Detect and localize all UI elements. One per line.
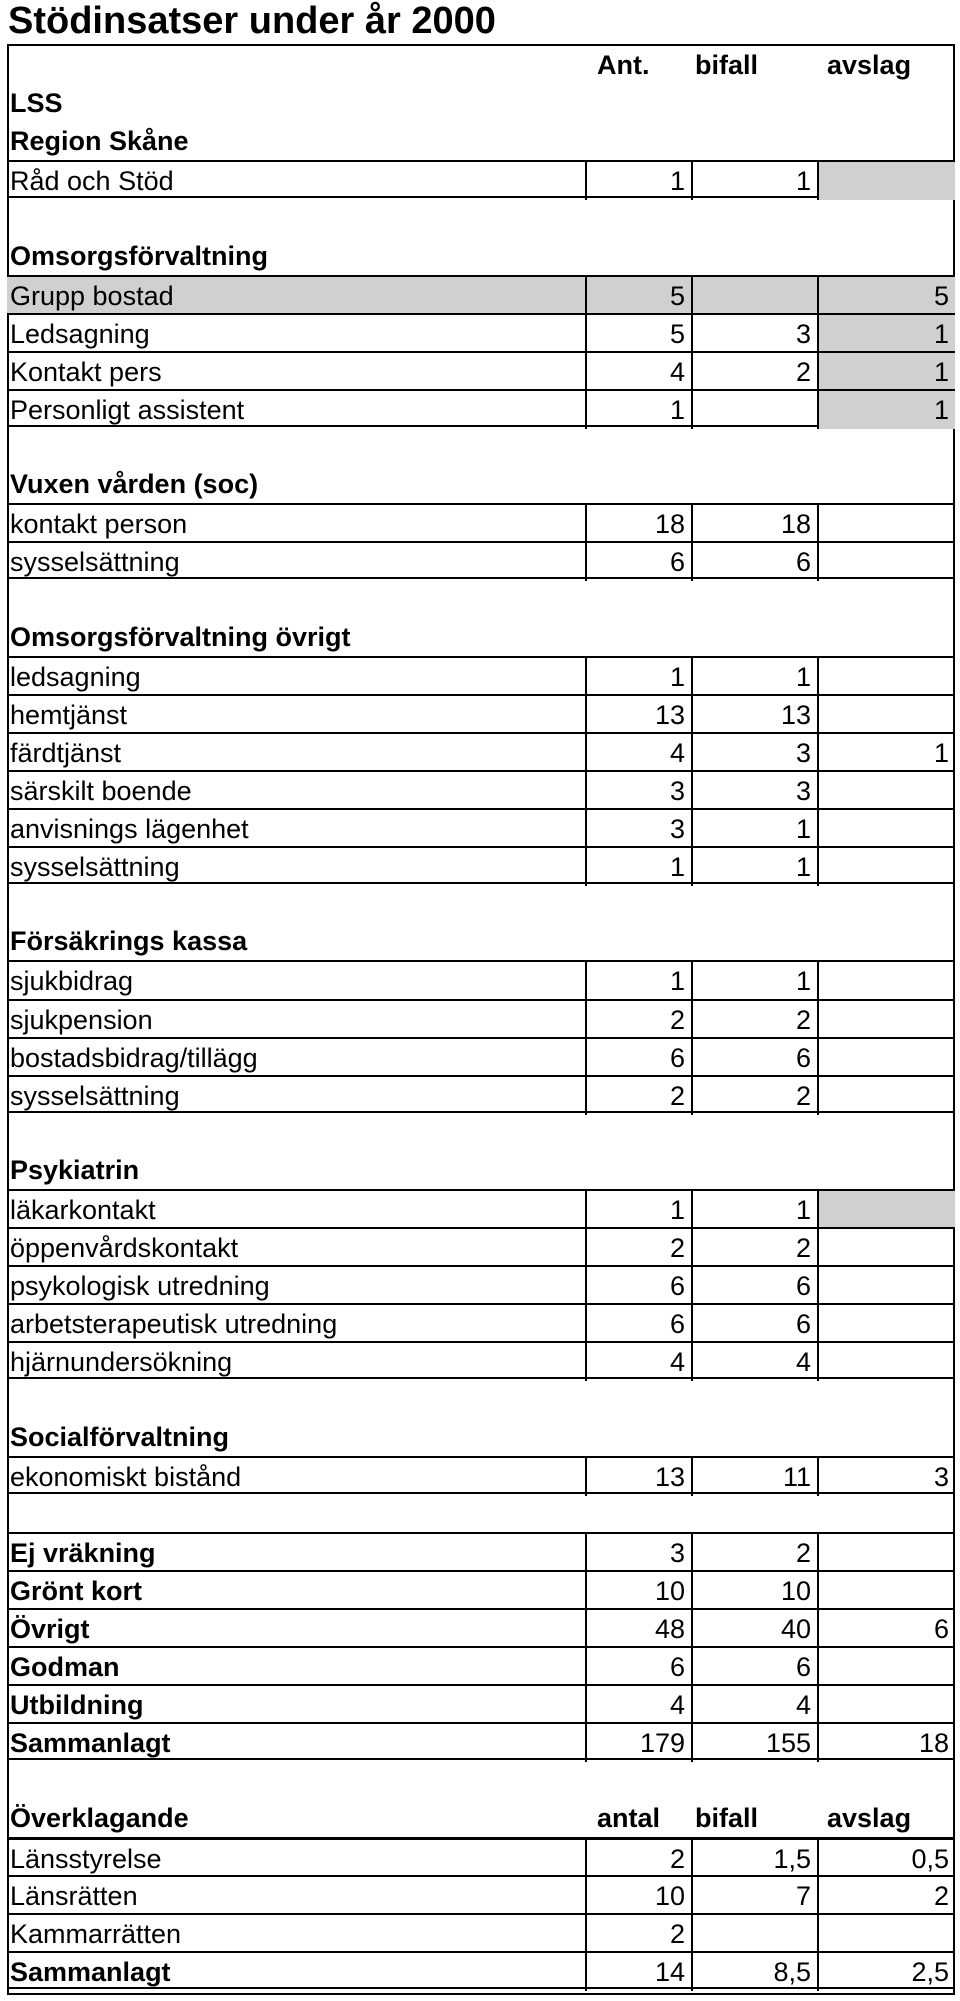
cell-ant: 13 [585, 1458, 691, 1496]
cell-ant: 4 [585, 1686, 691, 1724]
cell-avslag: 2 [817, 1877, 955, 1915]
table-row [7, 1227, 955, 1265]
cell-avslag [817, 1343, 955, 1381]
cell-ant: 4 [585, 353, 691, 391]
cell-avslag [817, 543, 955, 581]
section-heading [7, 1151, 955, 1189]
section-heading-label: LSS [10, 88, 63, 119]
cell-ant: 6 [585, 1305, 691, 1343]
row-label: anvisnings lägenhet [10, 814, 249, 844]
cell-bifall: 1,5 [691, 1840, 817, 1878]
row-label: läkarkontakt [10, 1195, 156, 1225]
cell-bifall: 3 [691, 772, 817, 810]
table-row [7, 999, 955, 1037]
row-label: Grönt kort [10, 1576, 142, 1606]
cell-bifall: 6 [691, 1267, 817, 1305]
table-row [7, 1913, 955, 1951]
cell-avslag: 3 [817, 1458, 955, 1496]
row-label: Råd och Stöd [10, 166, 174, 197]
table-row [7, 1303, 955, 1341]
cell-ant: 1 [585, 162, 691, 200]
row-label: Sammanlagt [10, 1957, 171, 1987]
table-row [7, 1837, 955, 1875]
row-label: särskilt boende [10, 775, 192, 806]
cell-bifall: 1 [691, 1191, 817, 1229]
table-row [7, 846, 955, 884]
table-row [7, 1722, 955, 1760]
cell-ant: 1 [585, 962, 691, 1000]
cell-ant: 5 [585, 315, 691, 353]
cell-bifall: 8,5 [691, 1953, 817, 1991]
table-row [7, 1570, 955, 1608]
section-heading-label: Region Skåne [10, 126, 189, 157]
cell-ant: 1 [585, 1191, 691, 1229]
cell-ant: 2 [585, 1840, 691, 1878]
table-row [7, 503, 955, 541]
table-row [7, 1532, 955, 1570]
section-heading-label: Psykiatrin [10, 1154, 140, 1185]
cell-bifall: 6 [691, 543, 817, 581]
table-row [7, 808, 955, 846]
row-label: kontakt person [10, 509, 188, 540]
cell-avslag [817, 696, 955, 734]
cell-avslag [817, 1534, 955, 1572]
table-row [7, 1684, 955, 1722]
row-label: hemtjänst [10, 699, 128, 730]
cell-avslag [817, 1648, 955, 1686]
cell-ant: 3 [585, 810, 691, 848]
cell-avslag: 1 [817, 315, 955, 353]
cell-avslag [817, 162, 955, 200]
cell-bifall: 1 [691, 162, 817, 200]
table-row [7, 960, 955, 998]
cell-avslag [817, 1572, 955, 1610]
section-heading-label: Omsorgsförvaltning övrigt [10, 621, 351, 652]
cell-bifall: 1 [691, 848, 817, 886]
section-heading-label: Socialförvaltning [10, 1421, 230, 1452]
cell-bifall: 1 [691, 658, 817, 696]
cell-avslag: 1 [817, 353, 955, 391]
cell-bifall: 40 [691, 1610, 817, 1648]
table-row [7, 541, 955, 579]
table-row [7, 1875, 955, 1913]
cell-bifall: 1 [691, 810, 817, 848]
section-heading-label: Vuxen vården (soc) [10, 469, 259, 500]
row-label: Kammarrätten [10, 1918, 182, 1949]
cell-avslag [817, 1915, 955, 1953]
cell-ant: 48 [585, 1610, 691, 1648]
cell-ant: 10 [585, 1877, 691, 1915]
table-row [7, 1608, 955, 1646]
row-label: Personligt assistent [10, 394, 245, 425]
cell-ant: 10 [585, 1572, 691, 1610]
row-label: Ledsagning [10, 318, 150, 349]
cell-avslag [817, 1039, 955, 1077]
cell-ant: 6 [585, 1648, 691, 1686]
cell-ant: 2 [585, 1915, 691, 1953]
column-header-ant: Ant. [597, 50, 650, 80]
cell-avslag [817, 1191, 955, 1229]
cell-ant: 5 [585, 277, 691, 315]
cell-bifall: 4 [691, 1686, 817, 1724]
cell-bifall: 2 [691, 1077, 817, 1115]
cell-ant: 1 [585, 391, 691, 429]
table-row [7, 1646, 955, 1684]
row-label: Sammanlagt [10, 1728, 171, 1759]
cell-avslag: 2,5 [817, 1953, 955, 1991]
cell-bifall: 10 [691, 1572, 817, 1610]
section-heading [7, 237, 955, 275]
cell-ant: 3 [585, 772, 691, 810]
cell-bifall: 6 [691, 1648, 817, 1686]
section-heading-label: Försäkrings kassa [10, 926, 248, 957]
cell-avslag: 0,5 [817, 1840, 955, 1878]
cell-bifall: 2 [691, 1001, 817, 1039]
column-header-row [7, 1799, 955, 1837]
cell-bifall: 3 [691, 315, 817, 353]
cell-ant: 4 [585, 1343, 691, 1381]
cell-bifall: 18 [691, 505, 817, 543]
table-row [7, 1189, 955, 1227]
cell-ant: 13 [585, 696, 691, 734]
table-row [7, 1037, 955, 1075]
cell-avslag: 18 [817, 1724, 955, 1762]
row-label: bostadsbidrag/tillägg [10, 1042, 258, 1073]
cell-bifall: 2 [691, 1534, 817, 1572]
row-label: Kontakt pers [10, 356, 162, 387]
section-heading [7, 465, 955, 503]
table-row [7, 732, 955, 770]
cell-avslag [817, 1305, 955, 1343]
cell-bifall: 6 [691, 1305, 817, 1343]
row-label: Ej vräkning [10, 1537, 156, 1568]
cell-ant: 4 [585, 734, 691, 772]
cell-avslag [817, 1001, 955, 1039]
cell-ant: 18 [585, 505, 691, 543]
cell-bifall [691, 391, 817, 429]
table-row [7, 1075, 955, 1113]
row-label: arbetsterapeutisk utredning [10, 1309, 338, 1340]
column-header-bifall: bifall [695, 1802, 759, 1833]
table-row [7, 1341, 955, 1379]
section-heading [7, 1418, 955, 1456]
cell-bifall [691, 1915, 817, 1953]
cell-bifall: 7 [691, 1877, 817, 1915]
row-label: Grupp bostad [10, 280, 174, 311]
cell-ant: 6 [585, 1267, 691, 1305]
cell-bifall: 2 [691, 1229, 817, 1267]
column-header-avslag: avslag [827, 1802, 912, 1833]
section-heading [7, 922, 955, 960]
row-label: Utbildning [10, 1690, 144, 1721]
cell-bifall: 155 [691, 1724, 817, 1762]
table-row [7, 1456, 955, 1494]
cell-bifall: 6 [691, 1039, 817, 1077]
row-label: sjukpension [10, 1004, 153, 1035]
section-heading [7, 84, 955, 122]
row-label: hjärnundersökning [10, 1347, 233, 1378]
cell-avslag [817, 962, 955, 1000]
row-label: sysselsättning [10, 1080, 180, 1111]
row-label: ledsagning [10, 661, 141, 692]
cell-ant: 2 [585, 1001, 691, 1039]
cell-avslag [817, 505, 955, 543]
table-row [7, 770, 955, 808]
cell-ant: 6 [585, 1039, 691, 1077]
cell-avslag [817, 1229, 955, 1267]
cell-avslag: 1 [817, 734, 955, 772]
row-label: ekonomiskt bistånd [10, 1461, 242, 1492]
row-label: psykologisk utredning [10, 1271, 270, 1302]
row-label: Länsstyrelse [10, 1843, 162, 1874]
header-label: Överklagande [10, 1802, 189, 1833]
column-header-ant: antal [597, 1802, 661, 1833]
section-heading [7, 122, 955, 160]
table-row [7, 1265, 955, 1303]
cell-avslag [817, 810, 955, 848]
section-heading [7, 618, 955, 656]
cell-bifall: 13 [691, 696, 817, 734]
table-row [7, 313, 955, 351]
row-label: sysselsättning [10, 852, 180, 883]
cell-ant: 6 [585, 543, 691, 581]
row-label: sjukbidrag [10, 966, 134, 997]
cell-avslag [817, 1077, 955, 1115]
cell-bifall: 2 [691, 353, 817, 391]
table-row [7, 1951, 955, 1989]
table-row [7, 694, 955, 732]
cell-avslag: 5 [817, 277, 955, 315]
row-label: Godman [10, 1652, 120, 1683]
column-header-avslag: avslag [827, 50, 912, 80]
cell-ant: 2 [585, 1077, 691, 1115]
row-label: Länsrätten [10, 1880, 138, 1911]
cell-bifall: 11 [691, 1458, 817, 1496]
cell-avslag [817, 772, 955, 810]
row-label: sysselsättning [10, 547, 180, 578]
row-label-cell [7, 1610, 585, 1648]
cell-bifall: 3 [691, 734, 817, 772]
cell-avslag: 6 [817, 1610, 955, 1648]
column-header-bifall: bifall [695, 50, 759, 80]
cell-avslag [817, 848, 955, 886]
cell-ant: 179 [585, 1724, 691, 1762]
row-label: öppenvårdskontakt [10, 1233, 239, 1264]
table-row [7, 275, 955, 313]
cell-ant: 1 [585, 848, 691, 886]
cell-ant: 2 [585, 1229, 691, 1267]
cell-avslag [817, 1686, 955, 1724]
table-row [7, 656, 955, 694]
cell-avslag [817, 658, 955, 696]
row-label: Övrigt [10, 1614, 90, 1645]
table-row [7, 351, 955, 389]
cell-avslag [817, 1267, 955, 1305]
cell-ant: 14 [585, 1953, 691, 1991]
page-title: Stödinsatser under år 2000 [8, 0, 496, 42]
cell-bifall [691, 277, 817, 315]
cell-bifall: 4 [691, 1343, 817, 1381]
cell-ant: 1 [585, 658, 691, 696]
cell-avslag: 1 [817, 391, 955, 429]
table-row [7, 160, 955, 198]
row-label: färdtjänst [10, 737, 122, 768]
column-header-row [7, 46, 955, 84]
cell-ant: 3 [585, 1534, 691, 1572]
cell-bifall: 1 [691, 962, 817, 1000]
table-row [7, 389, 955, 427]
section-heading-label: Omsorgsförvaltning [10, 240, 269, 271]
